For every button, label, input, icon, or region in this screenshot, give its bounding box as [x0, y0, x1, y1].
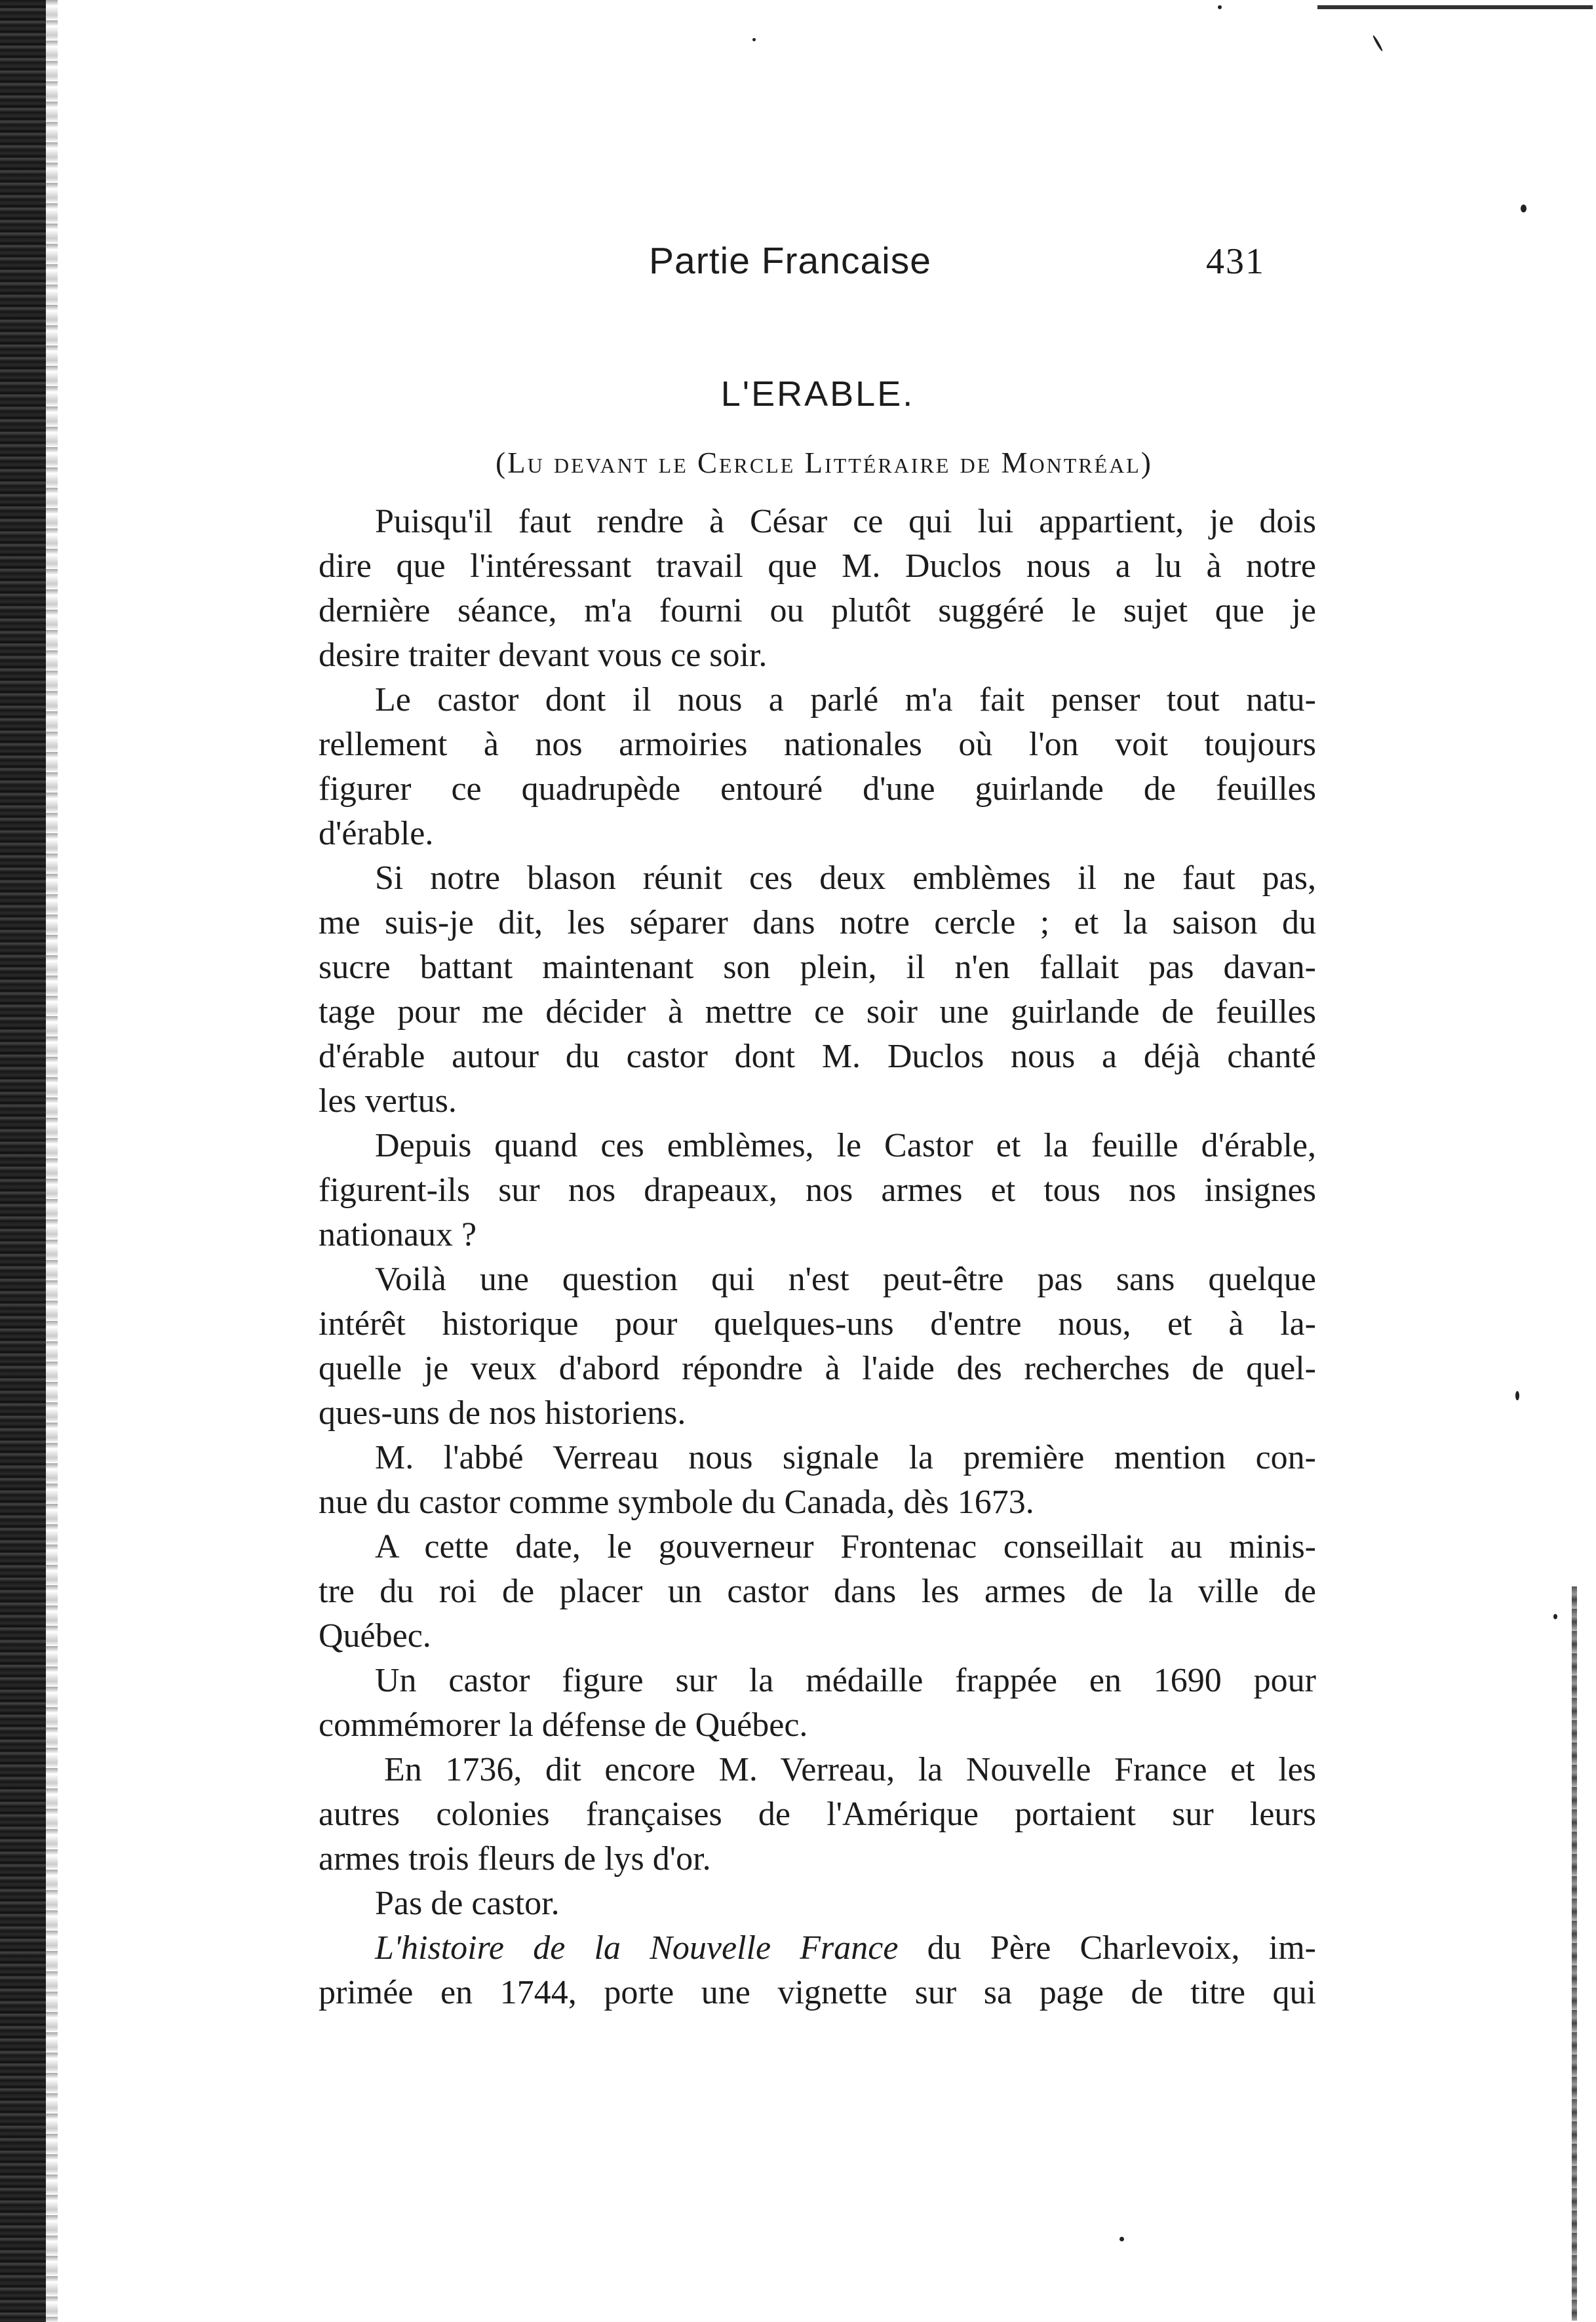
- text-line-rest: du Père Charlevoix, im-: [898, 1929, 1316, 1967]
- text-line: M. l'abbé Verreau nous signale la première mention con-: [375, 1439, 1316, 1476]
- text-line: dernière séance, m'a fourni ou plutôt suggéré le sujet que je: [319, 592, 1316, 629]
- scan-right-edge-mark: [1572, 1586, 1577, 2321]
- text-line: intérêt historique pour quelques-uns d'entre nous, et à la-: [319, 1305, 1316, 1343]
- italic-book-title: L'histoire de la Nouvelle France: [375, 1929, 899, 1967]
- text-line: sucre battant maintenant son plein, il n'en fallait pas davan-: [319, 949, 1316, 986]
- text-line: A cette date, le gouverneur Frontenac conseillait au minis-: [375, 1528, 1316, 1565]
- text-line: tage pour me décider à mettre ce soir une guirlande de feuilles: [319, 993, 1316, 1031]
- text-line: dire que l'intéressant travail que M. Duclos nous a lu à notre: [319, 547, 1316, 585]
- scan-speck: [1372, 35, 1383, 52]
- text-line: Pas de castor.: [375, 1885, 560, 1922]
- text-line: rellement à nos armoiries nationales où l'on voit toujours: [319, 726, 1316, 763]
- text-line: nue du castor comme symbole du Canada, dès 1673.: [319, 1484, 1034, 1521]
- text-line: primée en 1744, porte une vignette sur sa page de titre qui: [319, 1974, 1316, 2011]
- text-line: En 1736, dit encore M. Verreau, la Nouvelle France et les: [384, 1751, 1316, 1788]
- text-line: Un castor figure sur la médaille frappée en 1690 pour: [375, 1662, 1316, 1699]
- text-line: tre du roi de placer un castor dans les armes de la ville de: [319, 1573, 1316, 1610]
- text-line: armes trois fleurs de lys d'or.: [319, 1840, 711, 1878]
- text-line: Québec.: [319, 1617, 431, 1655]
- scan-speck: [1515, 1391, 1519, 1400]
- text-line: [319, 1926, 1316, 1971]
- scan-speck: [1553, 1614, 1557, 1619]
- text-line: quelle je veux d'abord répondre à l'aide des recherches de quel-: [319, 1350, 1316, 1387]
- page-number: 431: [1206, 241, 1265, 282]
- scan-binding-edge: [0, 0, 46, 2322]
- text-line: me suis-je dit, les séparer dans notre cercle ; et la saison du: [319, 904, 1316, 941]
- article-body: [319, 500, 1316, 2015]
- text-line: Le castor dont il nous a parlé m'a fait penser tout natu-: [375, 681, 1316, 718]
- text-line: d'érable.: [319, 815, 434, 852]
- scan-speck: [752, 38, 756, 41]
- text-line: Depuis quand ces emblèmes, le Castor et la feuille d'érable,: [375, 1127, 1316, 1164]
- text-line: Puisqu'il faut rendre à César ce qui lui appartient, je dois: [375, 503, 1316, 540]
- text-line: autres colonies françaises de l'Amérique portaient sur leurs: [319, 1796, 1316, 1833]
- text-line: Voilà une question qui n'est peut-être pas sans quelque: [375, 1261, 1316, 1298]
- text-line: d'érable autour du castor dont M. Duclos nous a déjà chanté: [319, 1038, 1316, 1075]
- article-title: L'ERABLE.: [720, 374, 915, 414]
- running-title: Partie Francaise: [649, 240, 932, 282]
- text-line: nationaux ?: [319, 1216, 477, 1253]
- text-line: les vertus.: [319, 1082, 457, 1120]
- scan-speck: [1218, 5, 1222, 9]
- scan-speck: [1119, 2237, 1124, 2241]
- scan-top-edge-mark: [1317, 5, 1593, 9]
- text-line: Si notre blason réunit ces deux emblèmes il ne faut pas,: [375, 859, 1316, 897]
- scan-speck: [1521, 205, 1527, 212]
- text-line: ques-uns de nos historiens.: [319, 1394, 686, 1432]
- text-line: desire traiter devant vous ce soir.: [319, 637, 768, 674]
- text-line: figurent-ils sur nos drapeaux, nos armes et tous nos insignes: [319, 1171, 1316, 1209]
- scan-binding-shadow: [46, 0, 58, 2322]
- article-subtitle: (Lu devant le Cercle Littéraire de Montréal): [496, 446, 1153, 479]
- text-line: figurer ce quadrupède entouré d'une guirlande de feuilles: [319, 770, 1316, 808]
- running-head: [649, 239, 1304, 292]
- text-line: commémorer la défense de Québec.: [319, 1706, 808, 1744]
